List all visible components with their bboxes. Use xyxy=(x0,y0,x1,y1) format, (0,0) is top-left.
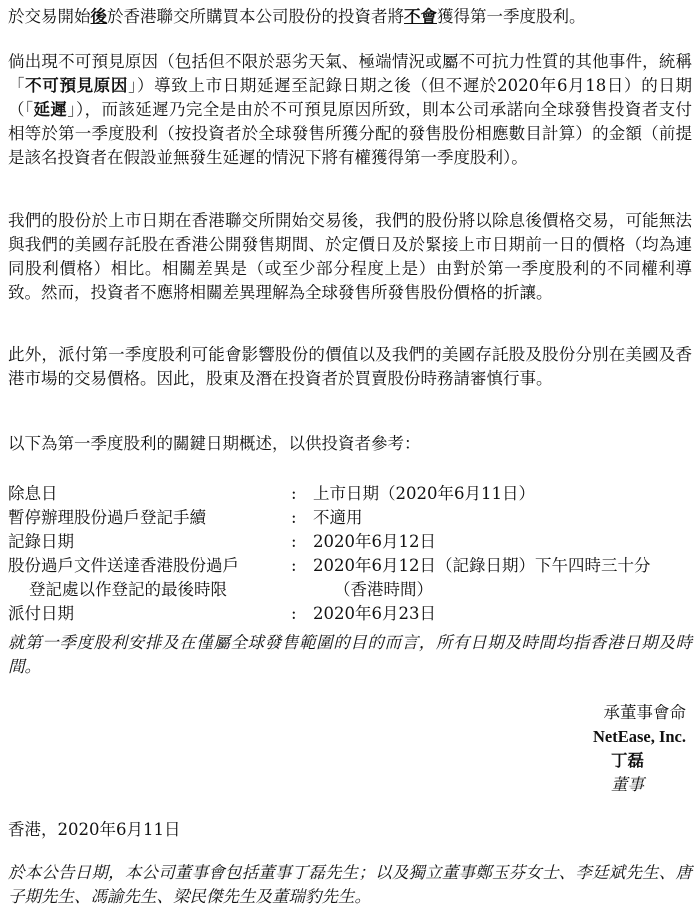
paragraph-key-dates-intro: 以下為第一季度股利的關鍵日期概述，以供投資者參考： xyxy=(8,434,421,453)
signatory-title: 董事 xyxy=(610,775,644,794)
row-colon: : xyxy=(291,484,297,503)
defined-term-unforeseen: 不可預見原因 xyxy=(25,76,129,95)
text: 倘出現不可預見原因（包括但不限於惡劣天氣、極端情況或屬不可抗力性質的其他事件，統稱「 xyxy=(8,52,692,95)
row-value: 不適用 xyxy=(313,508,363,527)
row-value: 2020年6月23日 xyxy=(313,604,436,623)
row-value xyxy=(313,554,651,602)
row-value-line1: 2020年6月12日（記錄日期）下午四時三十分 xyxy=(313,556,651,575)
emphasis-will-not: 不會 xyxy=(404,7,437,26)
defined-term-delay: 延遲 xyxy=(33,100,68,119)
announcement-date: 香港，2020年6月11日 xyxy=(8,820,181,839)
row-colon: : xyxy=(291,556,297,575)
row-label-line2: 登記處以作登記的最後時限 xyxy=(29,580,227,599)
dates-note: 就第一季度股利安排及在僅屬全球發售範圍的目的而言，所有日期及時間均指香港日期及時間。 xyxy=(8,633,692,676)
row-colon: : xyxy=(291,508,297,527)
row-value-line2: （香港時間） xyxy=(334,580,433,599)
row-colon: : xyxy=(291,532,297,551)
row-label: 暫停辦理股份過戶登記手續 xyxy=(8,508,206,527)
row-label: 派付日期 xyxy=(8,604,74,623)
table-row xyxy=(8,506,692,530)
board-composition-footer: 於本公告日期，本公司董事會包括董事丁磊先生；以及獨立董事鄭玉芬女士、李廷斌先生、唐子期先生、馮諭先生、梁民傑先生及董瑞豹先生。 xyxy=(8,863,692,906)
signature-line: 承董事會命 xyxy=(603,703,686,722)
text: 獲得第一季度股利。 xyxy=(437,7,586,26)
key-dates-table xyxy=(8,482,692,626)
text: 於香港聯交所購買本公司股份的投資者將 xyxy=(107,7,404,26)
row-colon: : xyxy=(291,604,297,623)
signatory-name: 丁磊 xyxy=(610,751,644,770)
company-name: NetEase, Inc. xyxy=(592,727,686,746)
signature-block xyxy=(593,701,686,797)
table-row xyxy=(8,482,692,506)
paragraph-unforeseen-causes xyxy=(8,50,692,170)
text: 」），而該延遲乃完全是由於不可預見原因所致，則本公司承諾向全球發售投資者支付相等於第一季度股利（按投資者於全球發售所獲分配的發售股份相應數目計算）的金額（前提是該名投資者在假設並無發生延遲的情況下將有權獲得第一季度股利）。 xyxy=(8,100,693,167)
table-row xyxy=(8,554,692,602)
text: 」）導致上市日期延遲至記錄日期之後（但不遲於2020年6月18日）的日期（「 xyxy=(8,76,693,119)
table-row xyxy=(8,530,692,554)
emphasis-after: 後 xyxy=(90,7,107,26)
paragraph-no-dividend xyxy=(8,5,692,29)
row-value: 2020年6月12日 xyxy=(313,532,436,551)
row-label: 記錄日期 xyxy=(8,532,74,551)
row-label xyxy=(8,554,288,602)
row-label-line1: 股份過戶文件送達香港股份過戶 xyxy=(8,556,239,575)
text: 於交易開始 xyxy=(8,7,91,26)
paragraph-ex-dividend-trading: 我們的股份於上市日期在香港聯交所開始交易後，我們的股份將以除息後價格交易，可能無法與我們的美國存託股在香港公開發售期間、於定價日及於緊接上市日期前一日的價格（均為連同股利價格）相比。相關差異是（或至少部分程度上是）由對於第一季度股利的不同權利導致。然而，投資者不應將相關差異理解為全球發售所發售股份價格的折讓。 xyxy=(8,211,692,302)
paragraph-price-impact: 此外，派付第一季度股利可能會影響股份的價值以及我們的美國存託股及股份分別在美國及香港市場的交易價格。因此，股東及潛在投資者於買賣股份時務請審慎行事。 xyxy=(8,345,692,388)
row-label: 除息日 xyxy=(8,484,58,503)
row-value: 上市日期（2020年6月11日） xyxy=(313,484,535,503)
table-row xyxy=(8,602,692,626)
